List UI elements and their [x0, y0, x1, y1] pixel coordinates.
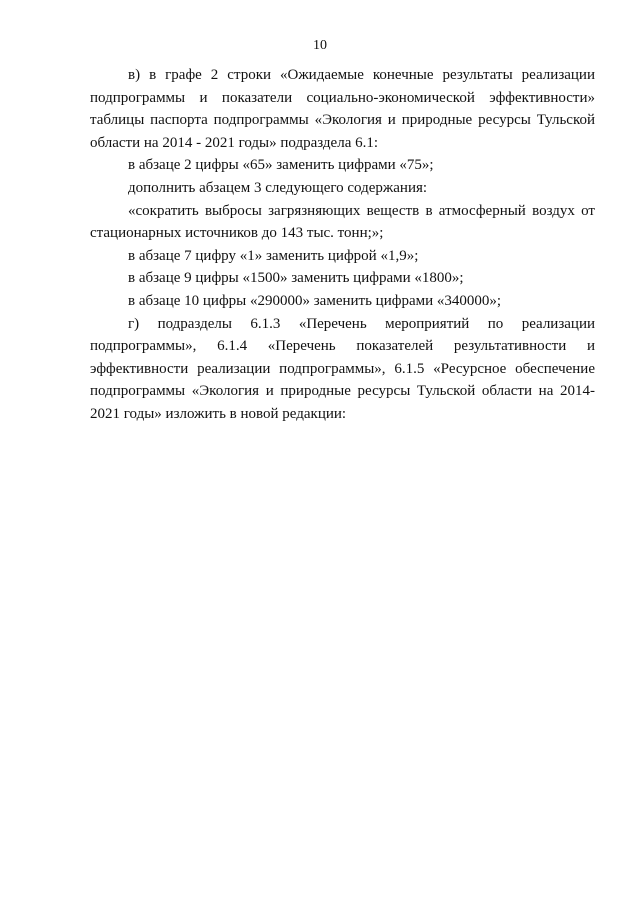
- paragraph-item-g: г) подразделы 6.1.3 «Перечень мероприятий по реализации подпрограммы», 6.1.4 «Перечень показателей результативности и эффективности реализации подпрограммы», 6.1.5 «Ресурсное обеспечение подпрограммы «Экология и природные ресурсы Тульской области на 2014-2021 годы» изложить в новой редакции:: [90, 315, 595, 422]
- document-body: [90, 64, 595, 426]
- paragraph-abzac-7: в абзаце 7 цифру «1» заменить цифрой «1,9»;: [128, 247, 419, 264]
- paragraph-abzac-9: в абзаце 9 цифры «1500» заменить цифрами «1800»;: [128, 270, 464, 287]
- paragraph-dopolnit-abzac-3: дополнить абзацем 3 следующего содержания:: [128, 179, 428, 196]
- page-number: 10: [313, 38, 327, 53]
- paragraph-item-v: в) в графе 2 строки «Ожидаемые конечные результаты реализации подпрограммы и показатели социально-экономической эффективности» таблицы паспорта подпрограммы «Экология и природные ресурсы Тульской области на 2014 - 2021 годы» подраздела 6.1:: [90, 67, 595, 151]
- paragraph-abzac-10: в абзаце 10 цифры «290000» заменить цифрами «340000»;: [128, 292, 502, 309]
- paragraph-quoted-text: «сократить выбросы загрязняющих веществ в атмосферный воздух от стационарных источников до 143 тыс. тонн;»;: [90, 202, 595, 242]
- paragraph-abzac-2: в абзаце 2 цифры «65» заменить цифрами «75»;: [128, 157, 434, 174]
